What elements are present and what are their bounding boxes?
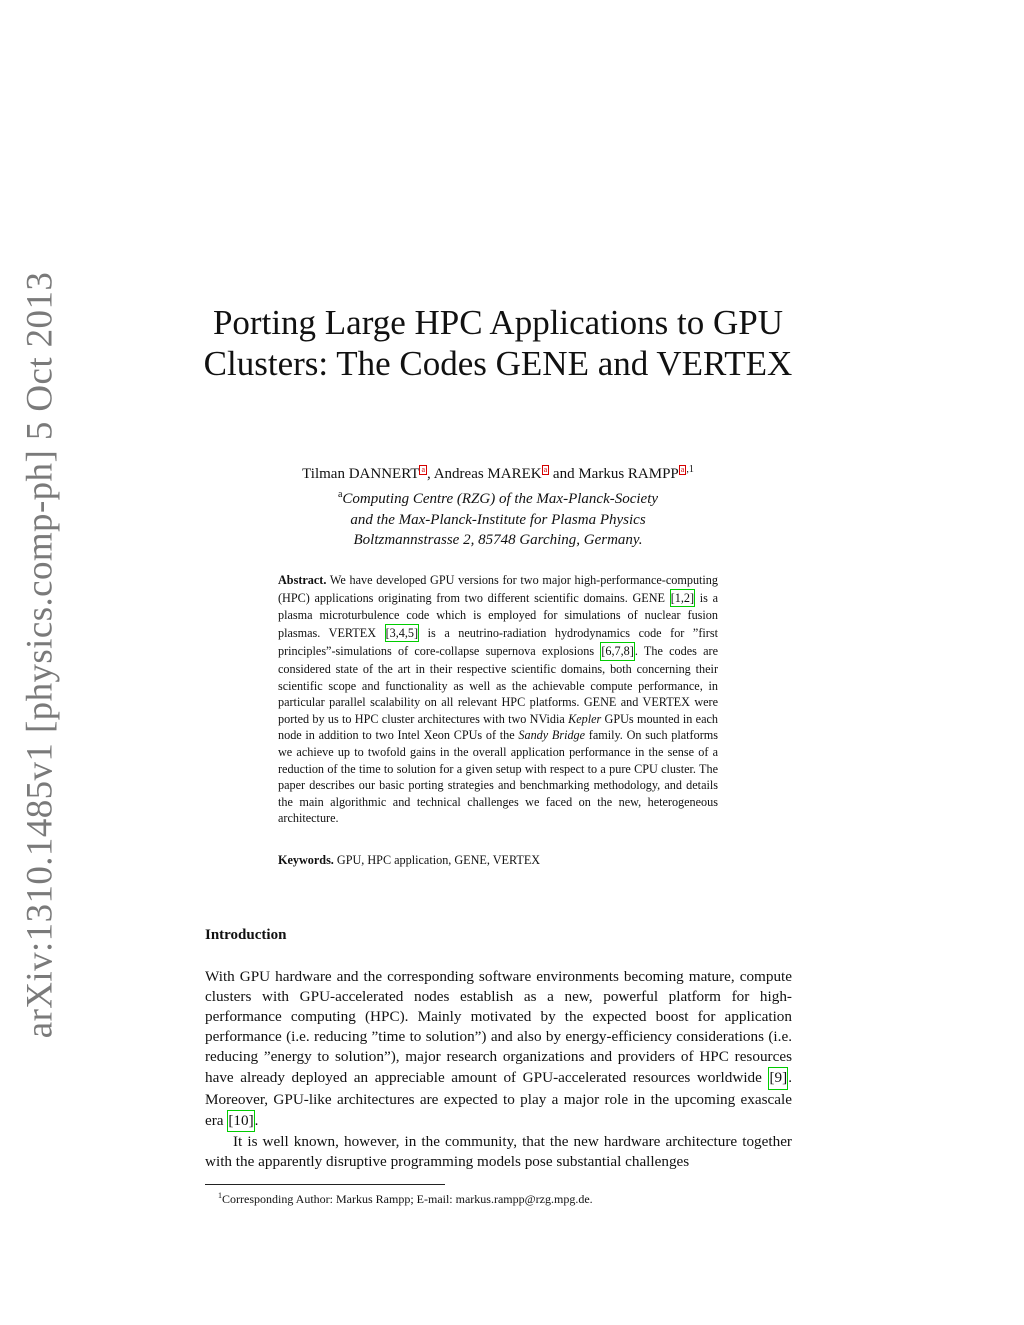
- author-list: [200, 460, 796, 484]
- citation-10[interactable]: [10]: [227, 1110, 254, 1132]
- footnote-text: Corresponding Author: Markus Rampp; E-mail: markus.rampp@rzg.mpg.de.: [222, 1192, 593, 1206]
- arxiv-stamp: [0, 0, 80, 1325]
- arxiv-identifier: arXiv:1310.1485v1 [physics.comp-ph] 5 Oct 2013: [19, 271, 61, 1039]
- keywords: [278, 852, 718, 869]
- footnote-mark: 1: [218, 1191, 222, 1200]
- affiliation-link-2[interactable]: a: [543, 465, 548, 474]
- citation-supernova[interactable]: [6,7,8]: [600, 642, 635, 661]
- affiliation-link-1[interactable]: a: [421, 465, 426, 474]
- affiliation-line-1: $^a$Computing Centre (RZG) of the Max-Planck-Society: [337, 489, 659, 507]
- abstract: Abstract. We have developed GPU versions for two major high-performance-computing (HPC) applications originating from two different scientific domains. GENE [1,2] is a plasma microturbulence code which is employed for simulations of nuclear fusion plasmas. VERTEX [3,4,5] is a neutrino-radiation hydrodynamics code for ”first principles”-simulations of core-collapse supernova explosions [6,7,8]. The codes are considered state of the art in their respective scientific domains, both concerning their scientific scope and functionality as well as the achievable compute performance, in particular parallel scalability on all relevant HPC platforms. GENE and VERTEX were ported by us to HPC cluster architectures with two NVidia Kepler GPUs mounted in each node in addition to two Intel Xeon CPUs of the Sandy Bridge family. On such platforms we achieve up to twofold gains in the overall application performance in the sense of a reduction of the time to solution for a given setup with respect to a pure CPU cluster. The paper describes our basic porting strategies and benchmarking methodology, and details the main algorithmic and technical challenges we faced on the new, heterogeneous architecture.: [278, 573, 719, 826]
- author-dannert: Tilman DANNERT: [302, 466, 420, 482]
- section-heading-introduction: Introduction: [205, 927, 287, 943]
- author-marek: , Andreas MAREK: [427, 466, 542, 482]
- keywords-label: Keywords.: [278, 853, 334, 867]
- paragraph-1: With GPU hardware and the corresponding software environments becoming mature, compute clusters with GPU-accelerated nodes establish as a new, powerful platform for high-performance computing (HPC). Mainly motivated by the expected boost for application performance (i.e. reducing ”time to solution”) and also by energy-efficiency considerations (i.e. reducing ”energy to solution”), major research organizations and providers of HPC resources have already deployed an appreciable amount of GPU-accelerated resources worldwide [9]. Moreover, GPU-like architectures are expected to play a major role in the upcoming exascale era [10].: [205, 967, 792, 1132]
- kepler-term: Kepler: [568, 711, 602, 726]
- author-rampp: and Markus RAMPP: [549, 466, 679, 482]
- citation-gene[interactable]: [1,2]: [670, 589, 695, 608]
- affiliation-mark: a: [337, 489, 343, 500]
- citation-9[interactable]: [9]: [768, 1067, 788, 1089]
- sandy-bridge-term: Sandy Bridge: [518, 728, 586, 743]
- footnote-divider: [205, 1184, 445, 1185]
- affiliation-line-3: Boltzmannstrasse 2, 85748 Garching, Germany.: [353, 532, 643, 548]
- paragraph-2: It is well known, however, in the community, that the new hardware architecture together with the apparently disruptive programming models pose substantial challenges: [205, 1132, 792, 1170]
- affiliation-block: [200, 485, 796, 551]
- footnote: [218, 1188, 593, 1207]
- footnote-link[interactable]: ,1: [686, 464, 694, 475]
- affiliation-line-2: and the Max-Planck-Institute for Plasma Physics: [350, 511, 646, 528]
- keywords-list: GPU, HPC application, GENE, VERTEX: [333, 853, 541, 867]
- abstract-label: Abstract.: [278, 573, 327, 587]
- citation-vertex[interactable]: [3,4,5]: [385, 624, 420, 643]
- paper-title: Porting Large HPC Applications to GPU Clusters: The Codes GENE and VERTEX: [203, 303, 793, 383]
- introduction-body: [205, 967, 792, 1172]
- affiliation-link-3[interactable]: a: [680, 465, 685, 474]
